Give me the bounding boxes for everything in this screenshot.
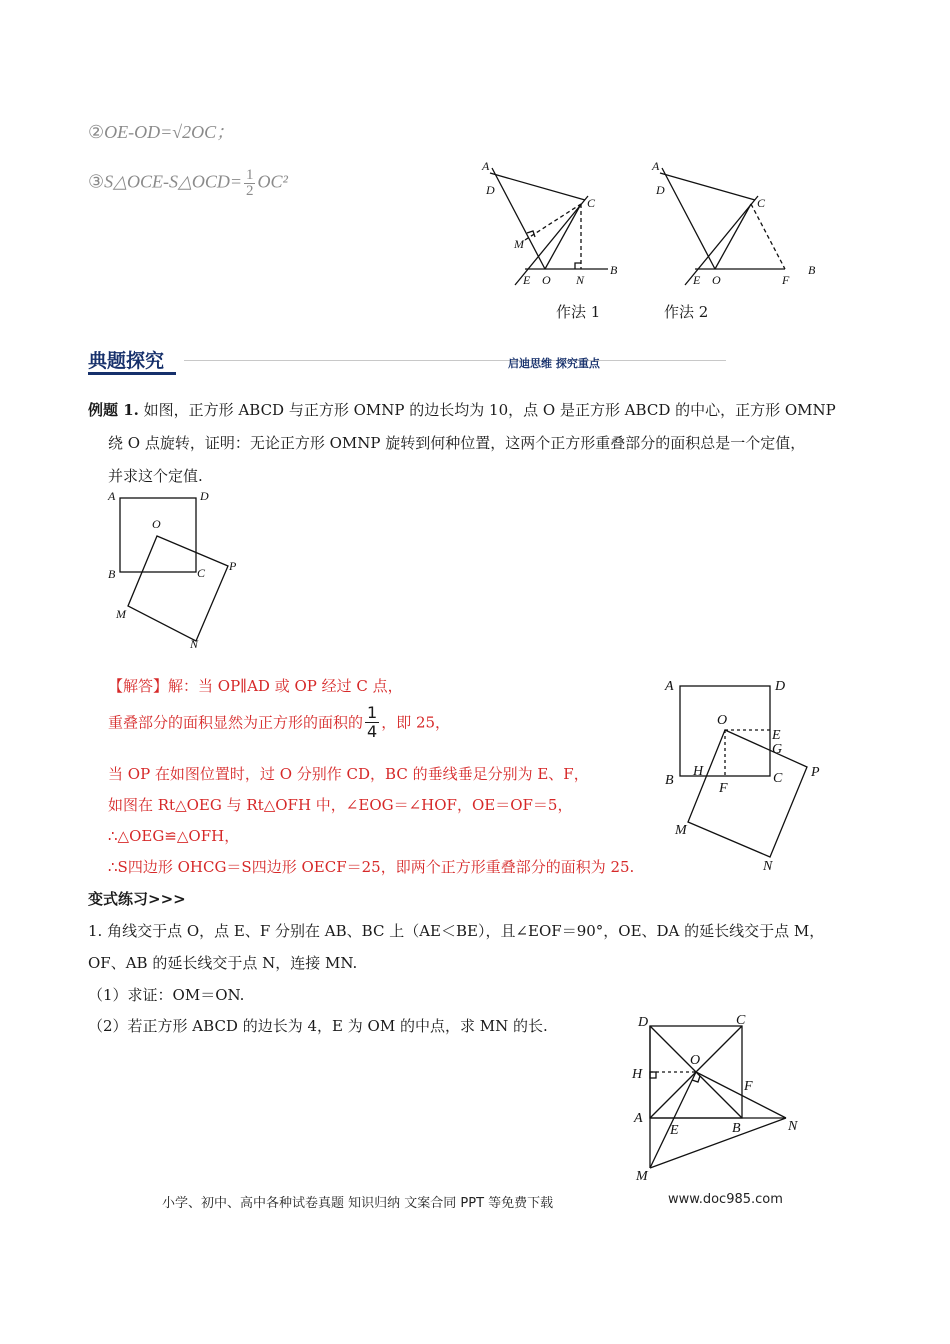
solution-line6: ∴S四边形 OHCG＝S四边形 OECF＝25，即两个正方形重叠部分的面积为 25. (108, 858, 635, 876)
var-label-N: N (788, 1119, 798, 1134)
example1-text1: 如图，正方形 ABCD 与正方形 OMNP 的边长均为 10，点 O 是正方形 ABCD 的中心，正方形 OMNP (143, 401, 836, 419)
figure-method-1-labels (481, 159, 618, 287)
fig2-label-A: A (652, 159, 660, 173)
formula-3-den: 2 (245, 183, 254, 199)
solution-frac-num: 1 (367, 703, 378, 722)
var-label-M: M (636, 1169, 648, 1184)
sol-label-C: C (773, 771, 783, 786)
section-title-underline (88, 372, 176, 375)
figure-method-1 (490, 168, 608, 285)
sol-label-O: O (717, 713, 728, 728)
formula-3-left: S△OCE-S△OCD= (104, 171, 242, 192)
formula-3-marker: ③ (88, 171, 105, 192)
sol-label-A: A (665, 679, 674, 694)
square-ABCD (120, 498, 196, 572)
fig1-label-B: B (610, 263, 618, 277)
ex1-label-A: A (108, 489, 116, 503)
figure-method-2 (660, 168, 785, 285)
formula-2 (88, 118, 234, 144)
ex1-label-M: M (116, 607, 126, 621)
fig1-caption: 作法 1 (556, 303, 601, 321)
example1-line3: 并求这个定值. (108, 467, 203, 485)
ex1-label-P: P (229, 559, 237, 573)
footer-site-link[interactable]: www.doc985.com (668, 1192, 783, 1207)
fig2-label-F: F (782, 273, 790, 287)
formula-2-marker: ② (88, 122, 105, 142)
solution-line3: 当 OP 在如图位置时，过 O 分别作 CD，BC 的垂线垂足分别为 E、F， (108, 765, 589, 783)
formula-3-fraction (244, 168, 256, 199)
sol-label-E: E (772, 728, 781, 743)
var-label-C: C (736, 1013, 746, 1028)
solution-line4: 如图在 Rt△OEG 与 Rt△OFH 中，∠EOG＝∠HOF，OE＝OF＝5， (108, 796, 573, 814)
variant-figure (628, 1008, 808, 1186)
fig2-label-B: B (808, 263, 816, 277)
section-title: 典题探究 (88, 350, 165, 372)
var-label-F: F (744, 1079, 753, 1094)
var-label-D: D (638, 1015, 649, 1030)
example1-line1 (88, 400, 836, 420)
fig2-caption: 作法 2 (664, 303, 709, 321)
var-label-A: A (634, 1111, 643, 1126)
solution-fraction (365, 704, 379, 741)
sol-label-B: B (665, 773, 674, 788)
section-subtitle: 启迪思维 探究重点 (508, 357, 600, 370)
var-label-B: B (732, 1121, 741, 1136)
fig1-label-O: O (542, 273, 551, 287)
fig1-label-D: D (486, 183, 495, 197)
variant-q-line1: 1. 角线交于点 O，点 E、F 分别在 AB、BC 上（AE＜BE），且∠EOF＝90°，OE、DA 的延长线交于点 M， (88, 922, 825, 940)
fig2-label-E: E (693, 273, 701, 287)
sol-label-M: M (675, 823, 687, 838)
solution-figure (655, 672, 835, 877)
solution-line2 (108, 704, 450, 741)
fig2-label-D: D (656, 183, 665, 197)
sol-label-G: G (772, 742, 783, 757)
ex1-label-O: O (152, 517, 161, 531)
construction-figures (470, 158, 830, 293)
section-divider (184, 360, 726, 361)
sol-label-D: D (775, 679, 786, 694)
solution-line1 (108, 676, 403, 696)
footer-text: 小学、初中、高中各种试卷真题 知识归纳 文案合同 PPT 等免费下载 (162, 1196, 554, 1211)
variant-title: 变式练习>>> (88, 890, 186, 908)
solution-frac-den: 4 (367, 722, 378, 741)
example1-label: 例题 1. (88, 401, 139, 419)
variant-part1: （1）求证：OM＝ON. (88, 986, 245, 1004)
solution-line5: ∴△OEG≌△OFH， (108, 827, 240, 845)
variant-part2: （2）若正方形 ABCD 的边长为 4，E 为 OM 的中点，求 MN 的长. (88, 1017, 548, 1035)
formula-3-right: OC² (257, 171, 288, 192)
fig1-label-C: C (587, 196, 596, 210)
fig2-label-O: O (712, 273, 721, 287)
var-label-H: H (632, 1067, 643, 1082)
formula-3-num: 1 (245, 167, 254, 183)
var-label-O: O (690, 1053, 701, 1068)
solution-tag: 【解答】 (108, 677, 169, 695)
fig1-label-E: E (523, 273, 531, 287)
figure-method-2-labels (651, 159, 816, 287)
ex1-label-C: C (197, 566, 206, 580)
fig2-label-C: C (757, 196, 766, 210)
sol-label-P: P (811, 765, 820, 780)
sol-label-F: F (719, 781, 728, 796)
square-OMNP (128, 536, 228, 641)
sol-label-H: H (693, 764, 704, 779)
var-label-E: E (670, 1123, 679, 1138)
formula-3 (88, 168, 288, 199)
example1-figure (100, 486, 250, 651)
variant-q-line2: OF、AB 的延长线交于点 N，连接 MN. (88, 954, 358, 972)
fig1-label-A: A (482, 159, 490, 173)
solution-text2a: 重叠部分的面积显然为正方形的面积的 (108, 713, 364, 732)
sol-label-N: N (763, 859, 773, 874)
formula-2-text: OE-OD=√2OC； (104, 122, 235, 142)
ex1-label-B: B (108, 567, 116, 581)
square-OMNP (688, 730, 807, 857)
fig1-label-M: M (514, 237, 524, 251)
example1-line2: 绕 O 点旋转，证明：无论正方形 OMNP 旋转到何种位置，这两个正方形重叠部分的面积总是一个定值， (108, 434, 806, 452)
solution-text1: 解：当 OP∥AD 或 OP 经过 C 点， (168, 677, 403, 695)
ex1-label-D: D (200, 489, 209, 503)
fig1-label-N: N (576, 273, 585, 287)
ex1-label-N: N (190, 637, 199, 651)
solution-text2b: ，即 25， (381, 713, 451, 732)
